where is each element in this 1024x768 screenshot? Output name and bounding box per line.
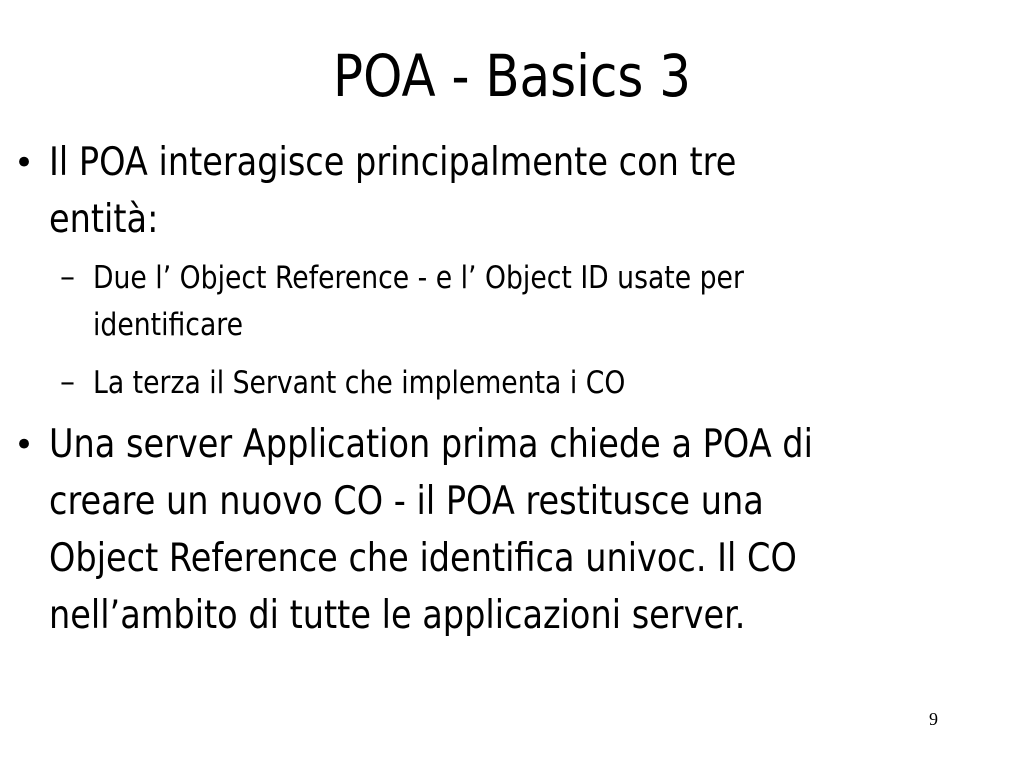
bullet-1-line-2: entità: xyxy=(49,197,159,242)
subitem-1-line-1: Due l’ Object Reference - e l’ Object ID usate per xyxy=(93,260,744,296)
bullet-2-line-3: Object Reference che identifica univoc. Il CO xyxy=(49,536,797,581)
bullet-2-line-2: creare un nuovo CO - il POA restitusce una xyxy=(49,479,764,524)
bullet-2-line-4: nell’ambito di tutte le applicazioni server. xyxy=(49,593,746,638)
dash-marker: – xyxy=(60,260,75,295)
subitem-1-line-2: identificare xyxy=(93,307,244,343)
dash-marker: – xyxy=(60,365,75,400)
slide-title: POA - Basics 3 xyxy=(333,42,691,110)
bullet-marker: • xyxy=(14,143,35,183)
page-number: 9 xyxy=(929,709,938,729)
bullet-marker: • xyxy=(14,425,35,465)
bullet-2-line-1: Una server Application prima chiede a POA di xyxy=(49,422,813,467)
subitem-2-line-1: La terza il Servant che implementa i CO xyxy=(93,365,626,401)
bullet-1-line-1: Il POA interagisce principalmente con tre xyxy=(49,140,737,185)
